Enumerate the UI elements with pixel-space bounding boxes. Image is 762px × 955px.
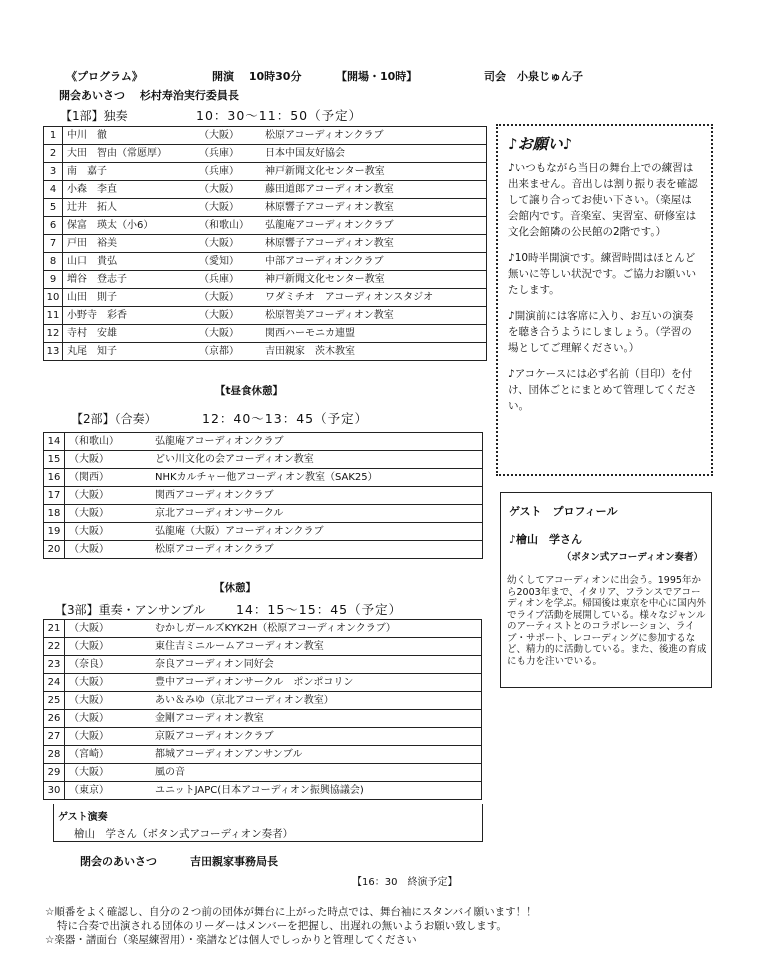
table-row <box>44 505 483 523</box>
table-row <box>44 235 487 253</box>
prefecture: （奈良） <box>65 656 152 674</box>
table-row <box>44 469 483 487</box>
row-number: 14 <box>44 433 65 451</box>
prefecture: （大阪） <box>65 674 152 692</box>
prefecture: （大阪） <box>195 181 261 199</box>
prefecture: （兵庫） <box>195 145 261 163</box>
doors-open-time: 【開場・10時】 <box>336 70 418 83</box>
program-heading: 《プログラム》 <box>66 70 143 83</box>
prefecture: （和歌山） <box>195 217 261 235</box>
table-row <box>44 271 487 289</box>
performer-name: 小野寺 彩香 <box>63 307 196 325</box>
row-number: 27 <box>44 728 65 746</box>
group-name: NHKカルチャー他アコーディオン教室（SAK25） <box>151 469 483 487</box>
notice-paragraph-cases: ♪アコケースには必ず名前（目印）を付け、団体ごとにまとめて管理してください。 <box>508 368 697 412</box>
group-name: むかしガールズKYK2H（松原アコーディオンクラブ） <box>151 620 482 638</box>
row-number: 19 <box>44 523 65 541</box>
group-name: 松原アコーディオンクラブ <box>261 127 487 145</box>
group-name: ユニットJAPC(日本アコーディオン振興協議会) <box>151 782 482 800</box>
notice-paragraph-rehearsal: ♪いつもながら当日の舞台上での練習は出来ません。音出しは割り振り表を確認して譲り合ってお使い下さい。（楽屋は会館内です。音楽室、実習室、研修室は文化会館隣の公民館の2階です。） <box>508 162 698 238</box>
table-row <box>44 746 482 764</box>
performer-name: 山田 則子 <box>63 289 196 307</box>
group-name: 東住吉ミニルームアコーディオン教室 <box>151 638 482 656</box>
row-number: 5 <box>44 199 63 217</box>
row-number: 29 <box>44 764 65 782</box>
performer-name: 小森 李直 <box>63 181 196 199</box>
row-number: 17 <box>44 487 65 505</box>
notice-box <box>496 124 713 476</box>
part2-table <box>43 432 483 559</box>
row-number: 13 <box>44 343 63 361</box>
row-number: 9 <box>44 271 63 289</box>
group-name: 奈良アコーディオン同好会 <box>151 656 482 674</box>
opening-time: 開演 10時30分 <box>212 70 302 83</box>
row-number: 15 <box>44 451 65 469</box>
prefecture: （宮崎） <box>65 746 152 764</box>
notice-paragraph-start: ♪10時半開演です。練習時間はほとんど無いに等しい状況です。ご協力お願いいたします。 <box>508 252 697 296</box>
prefecture: （大阪） <box>65 541 152 559</box>
prefecture: （兵庫） <box>195 271 261 289</box>
table-row <box>44 289 487 307</box>
lunch-break: 【t昼食休憩】 <box>215 385 284 397</box>
row-number: 22 <box>44 638 65 656</box>
part1-title: 【1部】独奏 <box>60 109 128 123</box>
table-row <box>44 638 482 656</box>
footer-line-instruments: ☆楽器・譜面台（楽屋練習用）・楽譜などは個人でしっかりと管理してください <box>45 934 417 946</box>
table-row <box>44 163 487 181</box>
part1-time: 10：30～11：50（予定） <box>196 108 363 123</box>
part1-table <box>43 126 487 361</box>
profile-role: （ボタン式アコーディオン奏者） <box>561 552 703 563</box>
row-number: 24 <box>44 674 65 692</box>
performer-name: 増谷 登志子 <box>63 271 196 289</box>
footer-line-standby: ☆順番をよく確認し、自分の２つ前の団体が舞台に上がった時点では、舞台袖にスタンバイ願います！！ <box>45 906 537 918</box>
row-number: 12 <box>44 325 63 343</box>
notice-paragraph-audience: ♪開演前には客席に入り、お互いの演奏を聴き合うようにしましょう。（学習の場としてご理解ください。） <box>508 310 694 354</box>
row-number: 20 <box>44 541 65 559</box>
table-row <box>44 620 482 638</box>
prefecture: （大阪） <box>195 289 261 307</box>
profile-name: ♪檜山 学さん <box>509 533 583 546</box>
table-row <box>44 127 487 145</box>
table-row <box>44 674 482 692</box>
group-name: 弘龍庵アコーディオンクラブ <box>261 217 487 235</box>
table-row <box>44 782 482 800</box>
group-name: ワダミチオ アコーディオンスタジオ <box>261 289 487 307</box>
performer-name: 戸田 裕美 <box>63 235 196 253</box>
prefecture: （大阪） <box>65 692 152 710</box>
row-number: 11 <box>44 307 63 325</box>
prefecture: （大阪） <box>65 764 152 782</box>
row-number: 10 <box>44 289 63 307</box>
performer-name: 寺村 安雄 <box>63 325 196 343</box>
prefecture: （大阪） <box>195 199 261 217</box>
table-row <box>44 710 482 728</box>
group-name: 松原智美アコーディオン教室 <box>261 307 487 325</box>
group-name: 松原アコーディオンクラブ <box>151 541 483 559</box>
prefecture: （東京） <box>65 782 152 800</box>
group-name: 吉田親家 茨木教室 <box>261 343 487 361</box>
part2-time: 12：40～13：45（予定） <box>202 411 369 426</box>
prefecture: （愛知） <box>195 253 261 271</box>
guest-performance-name: 檜山 学さん（ボタン式アコーディオン奏者） <box>74 828 294 840</box>
group-name: あい＆みゆ（京北アコーディオン教室） <box>151 692 482 710</box>
table-row <box>44 487 483 505</box>
prefecture: （関西） <box>65 469 152 487</box>
footer-line-leaders: 特に合奏で出演される団体のリーダーはメンバーを把握し、出遅れの無いようお願い致します。 <box>57 920 507 932</box>
prefecture: （大阪） <box>195 325 261 343</box>
group-name: 神戸新聞文化センター教室 <box>261 271 487 289</box>
table-row <box>44 343 487 361</box>
group-name: 弘龍庵アコーディオンクラブ <box>151 433 483 451</box>
row-number: 28 <box>44 746 65 764</box>
prefecture: （大阪） <box>65 451 152 469</box>
prefecture: （大阪） <box>65 710 152 728</box>
row-number: 3 <box>44 163 63 181</box>
group-name: 弘龍庵（大阪）アコーディオンクラブ <box>151 523 483 541</box>
table-row <box>44 307 487 325</box>
table-row <box>44 728 482 746</box>
row-number: 7 <box>44 235 63 253</box>
profile-heading: ゲスト プロフィール <box>509 505 618 518</box>
row-number: 30 <box>44 782 65 800</box>
row-number: 21 <box>44 620 65 638</box>
table-row <box>44 433 483 451</box>
group-name: 豊中アコーディオンサークル ポンポコリン <box>151 674 482 692</box>
prefecture: （和歌山） <box>65 433 152 451</box>
performer-name: 大田 智由（常愿厚） <box>63 145 196 163</box>
row-number: 25 <box>44 692 65 710</box>
group-name: 都城アコーディオンアンサンブル <box>151 746 482 764</box>
prefecture: （大阪） <box>195 127 261 145</box>
table-row <box>44 325 487 343</box>
group-name: 林原響子アコーディオン教室 <box>261 235 487 253</box>
group-name: 林原響子アコーディオン教室 <box>261 199 487 217</box>
row-number: 6 <box>44 217 63 235</box>
row-number: 23 <box>44 656 65 674</box>
opening-greeting: 開会あいさつ 杉村寿治実行委員長 <box>59 89 239 102</box>
table-row <box>44 523 483 541</box>
row-number: 16 <box>44 469 65 487</box>
table-row <box>44 217 487 235</box>
closing-greeting: 閉会のあいさつ 吉田親家事務局長 <box>80 855 278 868</box>
table-row <box>44 764 482 782</box>
mc-name: 司会 小泉じゅん子 <box>484 70 583 83</box>
group-name: 日本中国友好協会 <box>261 145 487 163</box>
performer-name: 山口 貴弘 <box>63 253 196 271</box>
guest-profile-box <box>500 492 712 688</box>
table-row <box>44 541 483 559</box>
part2-title: 【2部】（合奏） <box>71 412 157 426</box>
part3-table <box>43 619 482 800</box>
row-number: 4 <box>44 181 63 199</box>
group-name: 関西アコーディオンクラブ <box>151 487 483 505</box>
prefecture: （大阪） <box>65 620 152 638</box>
table-row <box>44 692 482 710</box>
table-row <box>44 253 487 271</box>
performer-name: 保富 瑛太（小6） <box>63 217 196 235</box>
performer-name: 中川 徹 <box>63 127 196 145</box>
row-number: 8 <box>44 253 63 271</box>
row-number: 18 <box>44 505 65 523</box>
group-name: 関西ハーモニカ連盟 <box>261 325 487 343</box>
guest-performance-box <box>53 804 483 842</box>
rest-break: 【休憩】 <box>214 582 256 594</box>
group-name: 京阪アコーディオンクラブ <box>151 728 482 746</box>
group-name: 藤田道郎アコーディオン教室 <box>261 181 487 199</box>
table-row <box>44 199 487 217</box>
group-name: 風の音 <box>151 764 482 782</box>
end-time: 【16：30 終演予定】 <box>352 877 458 888</box>
prefecture: （大阪） <box>65 638 152 656</box>
row-number: 26 <box>44 710 65 728</box>
prefecture: （京都） <box>195 343 261 361</box>
group-name: 金剛アコーディオン教室 <box>151 710 482 728</box>
table-row <box>44 181 487 199</box>
prefecture: （大阪） <box>195 235 261 253</box>
group-name: どい川文化の会アコーディオン教室 <box>151 451 483 469</box>
table-row <box>44 656 482 674</box>
prefecture: （兵庫） <box>195 163 261 181</box>
guest-performance-label: ゲスト演奏 <box>58 812 108 823</box>
performer-name: 丸尾 知子 <box>63 343 196 361</box>
table-row <box>44 145 487 163</box>
prefecture: （大阪） <box>65 505 152 523</box>
prefecture: （大阪） <box>65 523 152 541</box>
prefecture: （大阪） <box>195 307 261 325</box>
part3-time: 14：15～15：45（予定） <box>236 602 403 617</box>
group-name: 中部アコーディオンクラブ <box>261 253 487 271</box>
performer-name: 辻井 拓人 <box>63 199 196 217</box>
performer-name: 南 嘉子 <box>63 163 196 181</box>
profile-description: 幼くしてアコーディオンに出会う。1995年から2003年まで、イタリア、フランスでアコーディオンを学ぶ。帰国後は東京を中心に国内外でライブ活動を展開している。様々なジャンルのアーティストとのコラボレーション、ライブ・サポート、レコーディングに参加するなど、精力的に活動している。また、後進の育成にも力を注いでいる。 <box>507 575 707 667</box>
group-name: 京北アコーディオンサークル <box>151 505 483 523</box>
group-name: 神戸新聞文化センター教室 <box>261 163 487 181</box>
row-number: 1 <box>44 127 63 145</box>
table-row <box>44 451 483 469</box>
row-number: 2 <box>44 145 63 163</box>
prefecture: （大阪） <box>65 487 152 505</box>
part3-title: 【3部】重奏・アンサンブル <box>55 603 206 617</box>
prefecture: （大阪） <box>65 728 152 746</box>
notice-title: ♪お願い♪ <box>508 135 573 153</box>
